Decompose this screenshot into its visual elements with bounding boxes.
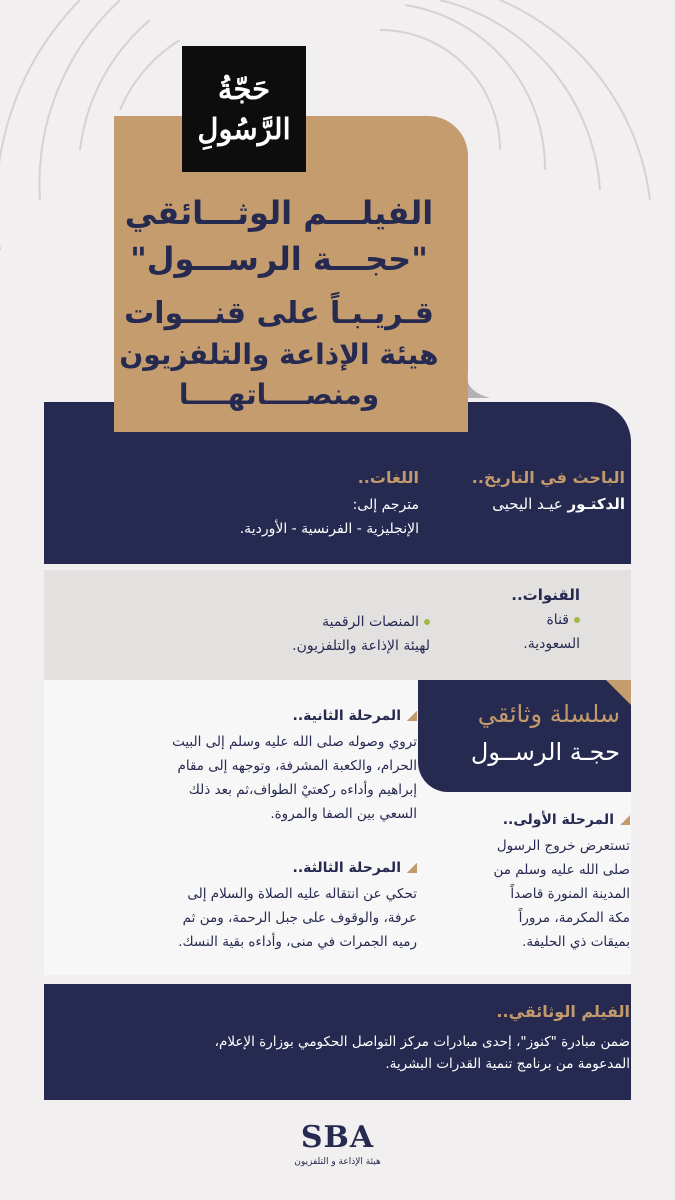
stage2-line2: الحرام، والكعبة المشرفة، وتوجهه إلى مقام xyxy=(177,758,417,774)
series-line1: سلسلة وثائقي xyxy=(477,700,620,728)
researcher-prefix: الدكتـور xyxy=(567,495,625,513)
film-line2: المدعومة من برنامج تنمية القدرات البشرية. xyxy=(385,1056,630,1072)
sba-brand: SBA xyxy=(300,1120,375,1155)
stage2-line1: تروي وصوله صلى الله عليه وسلم إلى البيت xyxy=(172,734,417,750)
stage1-line3: المدينة المنورة قاصداً xyxy=(510,886,630,902)
film-logo xyxy=(182,46,306,172)
hero-title-line3: قـريـبـاً على قنـــوات xyxy=(124,296,434,331)
corner-marker-icon xyxy=(620,815,630,825)
languages-line2: الإنجليزية - الفرنسية - الأوردية. xyxy=(239,521,419,537)
stage3-line3: رميه الجمرات في منى، وأداءه بقية النسك. xyxy=(178,934,417,950)
stage3-section xyxy=(77,860,417,954)
channel1-line2: السعودية. xyxy=(523,636,580,652)
hero-title-line5: ومنصــــاتهــــا xyxy=(178,378,380,411)
film-info-section xyxy=(50,1002,630,1075)
corner-marker-icon xyxy=(407,863,417,873)
stage2-line4: السعي بين الصفا والمروة. xyxy=(270,806,417,822)
logo-line2: الرَّسُولِ xyxy=(197,112,291,146)
channel2-line1: المنصات الرقمية xyxy=(322,614,419,630)
stage1-heading: المرحلة الأولى.. xyxy=(502,812,614,828)
languages-section xyxy=(159,468,419,541)
languages-line1: مترجم إلى: xyxy=(352,497,419,513)
stage1-line5: بميقات ذي الحليفة. xyxy=(522,934,630,950)
stage1-line2: صلى الله عليه وسلم من xyxy=(493,862,630,878)
film-line1: ضمن مبادرة "كنوز"، إحدى مبادرات مركز التواصل الحكومي بوزارة الإعلام، xyxy=(214,1034,630,1050)
stage1-line1: تستعرض خروج الرسول xyxy=(496,838,630,854)
corner-marker-icon xyxy=(407,711,417,721)
languages-heading: اللغات.. xyxy=(357,468,419,487)
stage1-section xyxy=(420,812,630,954)
channel2-item xyxy=(210,610,430,658)
bullet-dot-icon xyxy=(574,617,580,623)
stage2-heading: المرحلة الثانية.. xyxy=(292,708,401,724)
sba-logo xyxy=(0,1120,675,1167)
stage2-section xyxy=(77,708,417,826)
researcher-name: عيـد اليحيى xyxy=(492,495,563,513)
hero-title-line1: الفيلـــم الوثـــائقي xyxy=(124,194,434,232)
stage1-line4: مكة المكرمة، مروراً xyxy=(518,910,630,926)
stage3-line1: تحكي عن انتقاله عليه الصلاة والسلام إلى xyxy=(187,886,417,902)
stage2-line3: إبراهيم وأداءه ركعتيْ الطواف،ثم بعد ذلك xyxy=(188,782,417,798)
page-curl-icon xyxy=(462,370,492,400)
channels-heading: القنوات.. xyxy=(511,586,580,604)
channel2-line2: لهيئة الإذاعة والتلفزيون. xyxy=(292,638,430,654)
stage3-line2: عرفة، والوقوف على جبل الرحمة، ومن ثم xyxy=(182,910,417,926)
hero-title-line2: "حجـــة الرســـول" xyxy=(130,240,428,278)
hero-title-line4: هيئة الإذاعة والتلفزيون xyxy=(119,338,439,371)
sba-subtitle: هيئة الإذاعة و التلفزيون xyxy=(294,1157,381,1167)
channel1-line1: قناة xyxy=(546,612,569,628)
stage3-heading: المرحلة الثالثة.. xyxy=(292,860,401,876)
series-title xyxy=(430,700,620,766)
series-line2: حجـة الرســول xyxy=(470,738,620,766)
researcher-heading: الباحث في التاريخ.. xyxy=(471,468,625,487)
logo-line1: حَجّةُ xyxy=(217,72,271,106)
bullet-dot-icon xyxy=(424,619,430,625)
researcher-section xyxy=(445,468,625,513)
film-heading: الفيلم الوثائقي.. xyxy=(496,1002,630,1021)
